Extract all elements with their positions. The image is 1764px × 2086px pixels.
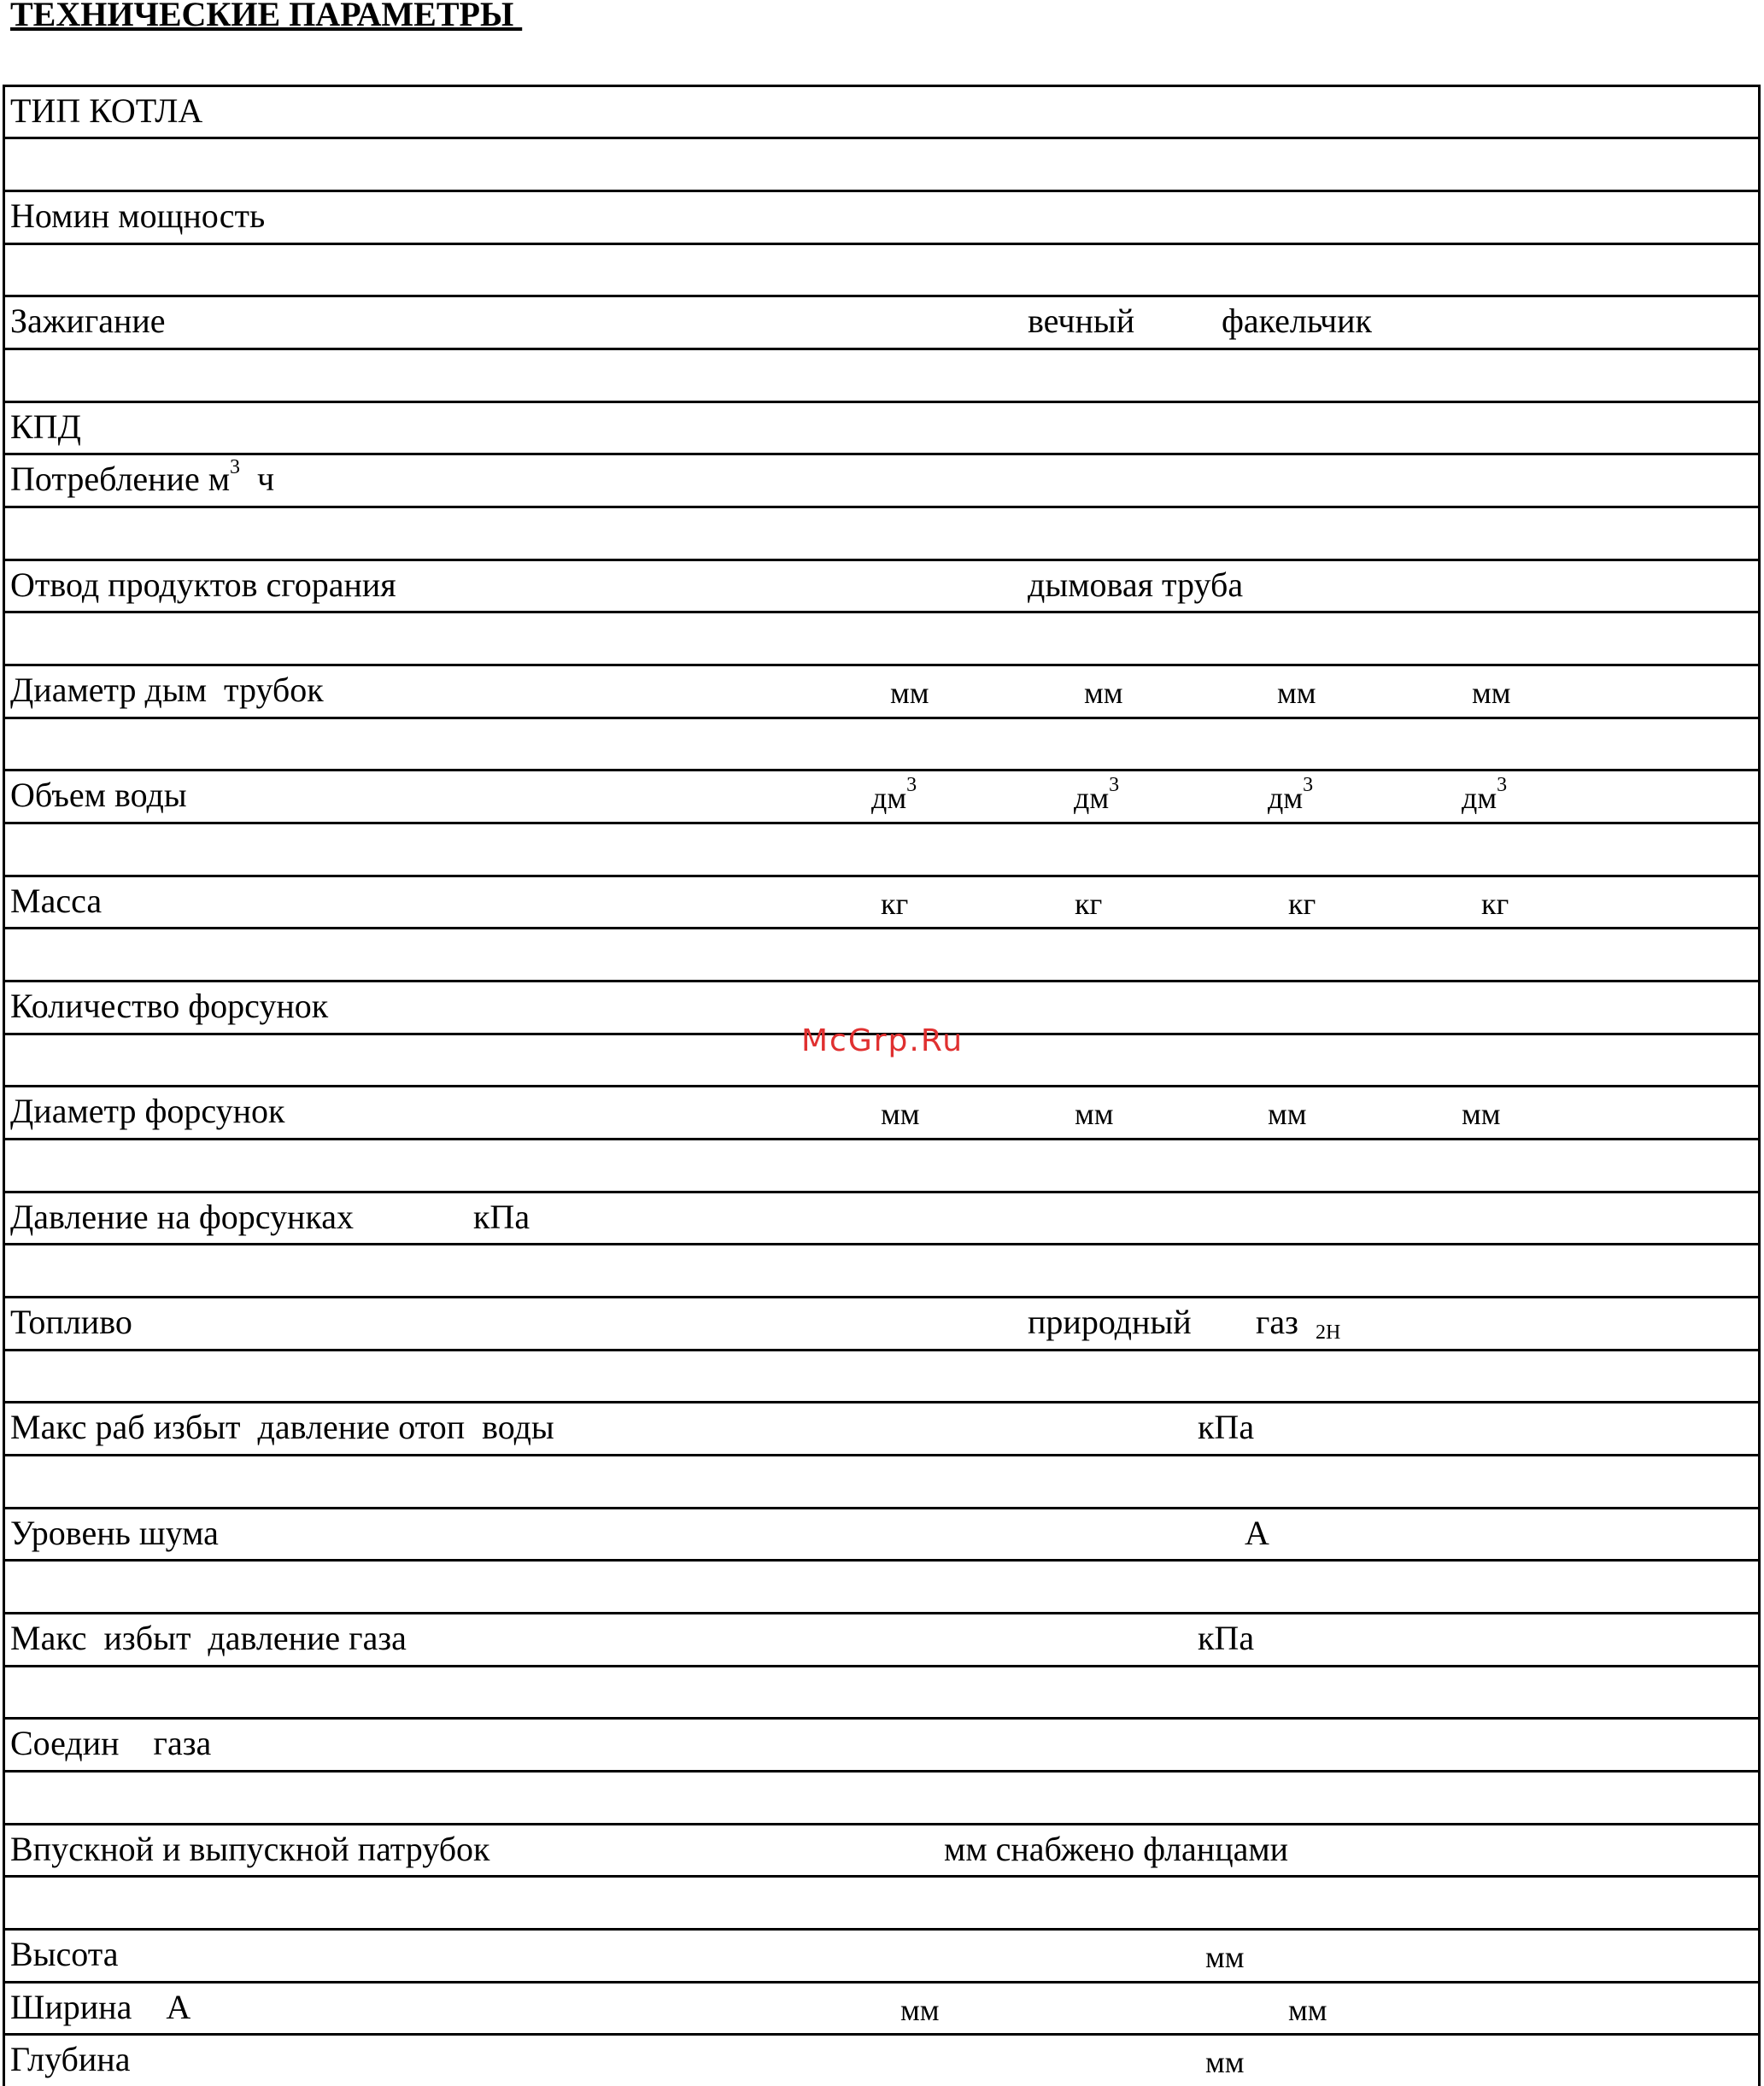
width-unit: мм [1288,1993,1327,2027]
table-rule [3,1559,1761,1562]
table-rule [3,1875,1761,1878]
mass-unit: кг [881,887,909,921]
table-rule [3,506,1761,508]
nozzle-pressure-unit: кПа [473,1198,530,1236]
table-rule [3,348,1761,350]
fuel-value-natural: природный [1028,1303,1192,1341]
depth-unit: мм [1205,2045,1245,2079]
table-rule [3,717,1761,719]
table-rule [3,1981,1761,1983]
table-rule [3,1454,1761,1456]
page-title: ТЕХНИЧЕСКИЕ ПАРАМЕТРЫ [10,0,523,33]
water-volume-unit: $дм^3$ [871,774,917,815]
water-volume-unit: $дм^3$ [1268,774,1314,815]
table-rule [3,401,1761,403]
table-rule [3,822,1761,824]
table-rule [3,1823,1761,1825]
table-rule [3,1243,1761,1245]
table-rule [3,2033,1761,2036]
row-label-depth: Глубина [10,2040,131,2078]
table-rule [3,980,1761,982]
mass-unit: кг [1075,887,1103,921]
row-label-mass: Масса [10,882,103,920]
table-rule [3,927,1761,929]
table-rule [3,1349,1761,1351]
table-rule [3,559,1761,561]
row-label-boiler-type: ТИП КОТЛА [10,91,203,130]
flue-diameter-unit: мм [890,676,929,710]
row-label-flue-diameter: Диаметр дым трубок [10,671,324,709]
water-volume-unit: $дм^3$ [1074,774,1120,815]
mass-unit: кг [1288,887,1316,921]
width-unit: мм [900,1993,940,2027]
row-label-consumption: Потребление $м^3$ ч [10,456,275,498]
nozzle-diameter-unit: мм [1462,1097,1501,1131]
table-rule [3,295,1761,297]
table-rule [3,1717,1761,1720]
row-label-max-water-pressure: Макс раб избыт давление отоп воды [10,1408,554,1446]
row-label-nozzle-pressure: Давление на форсунках [10,1198,354,1236]
flue-diameter-unit: мм [1277,676,1316,710]
row-label-nozzle-diameter: Диаметр форсунок [10,1092,285,1130]
flue-diameter-unit: мм [1084,676,1123,710]
ignition-value-pilot: факельчик [1222,302,1372,340]
row-label-exhaust: Отвод продуктов сгорания [10,565,396,604]
nozzle-diameter-unit: мм [1268,1097,1307,1131]
table-rule [3,769,1761,771]
table-rule [3,190,1761,192]
row-label-efficiency: КПД [10,407,81,446]
water-volume-unit: $дм^3$ [1462,774,1508,815]
row-label-water-volume: Объем воды [10,776,187,814]
table-rule [3,1191,1761,1193]
ignition-value-permanent: вечный [1028,302,1135,340]
row-label-nozzle-count: Количество форсунок [10,987,329,1025]
row-label-fuel: Топливо [10,1303,132,1341]
table-rule [3,664,1761,666]
table-rule [3,611,1761,613]
table-rule [3,1085,1761,1087]
row-label-noise-level: Уровень шума [10,1514,219,1552]
table-rule [3,1770,1761,1773]
table-rule [3,1507,1761,1509]
table-rule [3,243,1761,245]
row-label-max-gas-pressure: Макс избыт давление газа [10,1619,407,1657]
watermark: McGrp.Ru [801,1023,964,1058]
inlet-outlet-value: мм снабжено фланцами [944,1830,1289,1868]
table-rule [3,1928,1761,1931]
table-rule [3,1401,1761,1403]
table-rule [3,1612,1761,1614]
mass-unit: кг [1481,887,1509,921]
row-label-gas-connection: Соедин газа [10,1724,212,1762]
table-rule [3,137,1761,139]
row-label-ignition: Зажигание [10,302,166,340]
table-rule [3,453,1761,455]
nozzle-diameter-unit: мм [881,1097,920,1131]
table-rule [3,1665,1761,1667]
exhaust-value: дымовая труба [1028,565,1244,604]
max-water-pressure-unit: кПа [1198,1408,1255,1446]
fuel-value-gas: газ $_{2H}$ [1256,1303,1341,1344]
row-label-width: Ширина A [10,1988,191,2026]
table-rule [3,1296,1761,1298]
max-gas-pressure-unit: кПа [1198,1619,1255,1657]
nozzle-diameter-unit: мм [1075,1097,1114,1131]
height-unit: мм [1205,1940,1245,1974]
table-rule [3,875,1761,877]
row-label-height: Высота [10,1935,119,1973]
row-label-nominal-power: Номин мощность [10,196,266,235]
row-label-inlet-outlet: Впускной и выпускной патрубок [10,1830,490,1868]
noise-level-unit: A [1245,1514,1269,1552]
table-rule [3,85,1761,87]
table-rule [3,1138,1761,1140]
flue-diameter-unit: мм [1472,676,1511,710]
